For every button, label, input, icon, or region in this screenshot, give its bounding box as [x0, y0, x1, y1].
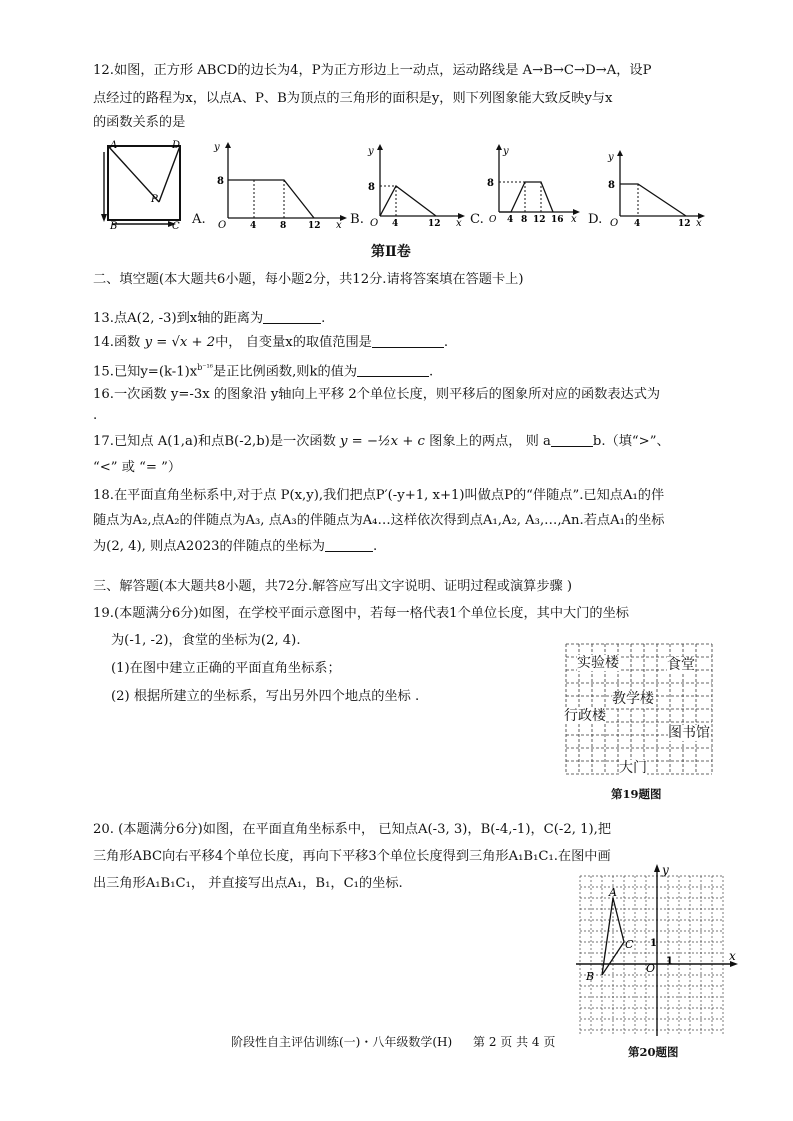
svg-text:4: 4 [634, 219, 641, 229]
svg-text:4: 4 [392, 219, 399, 229]
graph-b [366, 144, 468, 230]
q20-coordinate-grid [572, 860, 742, 1040]
svg-text:12: 12 [308, 221, 321, 230]
svg-text:x: x [571, 214, 577, 225]
q19-line1: 19.(本题满分6分)如图，在学校平面示意图中，若每一格代表1个单位长度，其中大门的坐标 [93, 606, 629, 621]
q12-line1: 12.如图，正方形 ABCD的边长为4，P为正方形边上一动点，运动路线是 A→B→C→D→A，设P [93, 63, 652, 78]
section2-header: 二、填空题(本大题共6小题，每小题2分，共12分.请将答案填在答题卡上) [93, 272, 524, 287]
q17-line1: 17.已知点 A(1,a)和点B(-2,b)是一次函数 y = −½x + c 图象上的两点， 则 a b.（填“>”、 [93, 434, 670, 449]
q14-formula: y = √x + 2 [144, 335, 216, 350]
map-teaching: 教学楼 [612, 691, 654, 707]
svg-text:8: 8 [608, 180, 615, 191]
svg-text:12: 12 [533, 215, 546, 225]
map-gate: 大门 [619, 760, 647, 776]
svg-text:8: 8 [280, 221, 287, 230]
svg-text:y: y [503, 146, 509, 157]
q18-line3: 为(2, 4), 则点A2023的伴随点的坐标为 . [93, 539, 378, 554]
q12-square-figure [98, 138, 190, 230]
option-a-label: A. [192, 212, 206, 227]
q18-line2: 随点为A₂,点A₂的伴随点为A₃, 点A₃的伴随点为A₄…这样依次得到点A₁,A₂, A₃,…,An.若点A₁的坐标 [93, 513, 665, 528]
label-a: A [110, 140, 118, 151]
svg-text:C: C [625, 938, 634, 951]
q12-line3: 的函数关系的是 [93, 115, 186, 130]
svg-text:A: A [609, 886, 617, 899]
part2-title: 第Ⅱ卷 [371, 244, 411, 260]
q15: 15.已知$y=(k-1)x^{b^{-16}}$是正比例函数,则k的值为 . [93, 363, 434, 380]
graph-a [210, 142, 350, 230]
label-c: C [172, 221, 180, 230]
q19-line2: 为(-1, -2)，食堂的坐标为(2, 4). [111, 633, 301, 648]
svg-text:x: x [729, 949, 736, 963]
q18-line1: 18.在平面直角坐标系中,对于点 P(x,y),我们把点P′(-y+1, x+1)叫做点P的“伴随点”.已知点A₁的伴 [93, 488, 665, 503]
option-b-label: B. [350, 212, 364, 227]
svg-text:8: 8 [521, 215, 528, 225]
q20-caption: 第20题图 [628, 1045, 679, 1059]
option-c-label: C. [470, 212, 484, 227]
section3-header: 三、解答题(本大题共8小题，共72分.解答应写出文字说明、证明过程或演算步骤 ) [93, 579, 573, 594]
label-b: B [110, 221, 118, 230]
svg-text:8: 8 [217, 176, 224, 187]
q12-line2: 点经过的路程为x，以点A、P、B为顶点的三角形的面积是y，则下列图象能大致反映y与x [93, 91, 613, 106]
q14: 14.函数 y = √x + 2中， 自变量x的取值范围是 . [93, 335, 449, 350]
page-number: 第 2 页 共 4 页 [473, 1035, 556, 1049]
svg-text:x: x [456, 218, 462, 229]
q13: 13.点A(2, -3)到x轴的距离为 . [93, 311, 326, 326]
graph-c [487, 144, 585, 230]
svg-text:1: 1 [666, 956, 673, 967]
q19-sub1: (1)在图中建立正确的平面直角坐标系； [111, 661, 341, 676]
map-lab: 实验楼 [577, 655, 619, 671]
q16-line2: . [93, 408, 98, 423]
q17-line2: “<” 或 “= ”） [93, 460, 182, 475]
svg-text:8: 8 [487, 178, 494, 189]
label-p: P [151, 194, 158, 205]
q16-line1: 16.一次函数 y=-3x 的图象沿 y轴向上平移 2个单位长度，则平移后的图象所对应的函数表达式为 [93, 387, 661, 402]
footer-title: 阶段性自主评估训练(一)・八年级数学(H) [231, 1035, 453, 1049]
svg-text:4: 4 [250, 221, 257, 230]
q20-line2: 三角形ABC向右平移4个单位长度，再向下平移3个单位长度得到三角形A₁B₁C₁.在图中画 [93, 849, 611, 864]
svg-text:y: y [608, 152, 614, 163]
svg-text:O: O [218, 220, 227, 230]
q20-line1: 20. (本题满分6分)如图，在平面直角坐标系中， 已知点A(-3, 3)，B(-4,-1)，C(-2, 1),把 [93, 822, 612, 837]
svg-text:8: 8 [368, 182, 375, 193]
map-admin: 行政楼 [564, 708, 606, 724]
svg-text:12: 12 [678, 219, 691, 229]
svg-text:x: x [696, 218, 702, 229]
svg-text:O: O [610, 218, 619, 229]
option-d-label: D. [588, 212, 603, 227]
map-library: 图书馆 [668, 725, 710, 741]
svg-text:y: y [214, 142, 220, 153]
q19-caption: 第19题图 [611, 787, 662, 801]
q17-formula: y = −½x + c [339, 434, 425, 449]
svg-text:x: x [336, 220, 342, 230]
svg-text:12: 12 [428, 219, 441, 229]
map-canteen: 食堂 [667, 657, 695, 673]
svg-text:y: y [662, 863, 669, 877]
svg-text:O: O [489, 215, 497, 225]
svg-text:16: 16 [551, 215, 564, 225]
svg-text:y: y [368, 146, 374, 157]
q20-line3: 出三角形A₁B₁C₁， 并直接写出点A₁，B₁，C₁的坐标. [93, 876, 403, 891]
label-d: D [172, 140, 181, 151]
svg-text:1: 1 [650, 938, 657, 949]
svg-text:4: 4 [507, 215, 514, 225]
svg-text:B: B [586, 970, 595, 983]
svg-text:O: O [646, 962, 656, 975]
q19-sub2: (2) 根据所建立的坐标系，写出另外四个地点的坐标 . [111, 689, 420, 704]
svg-text:O: O [370, 218, 379, 229]
graph-d [604, 150, 708, 230]
